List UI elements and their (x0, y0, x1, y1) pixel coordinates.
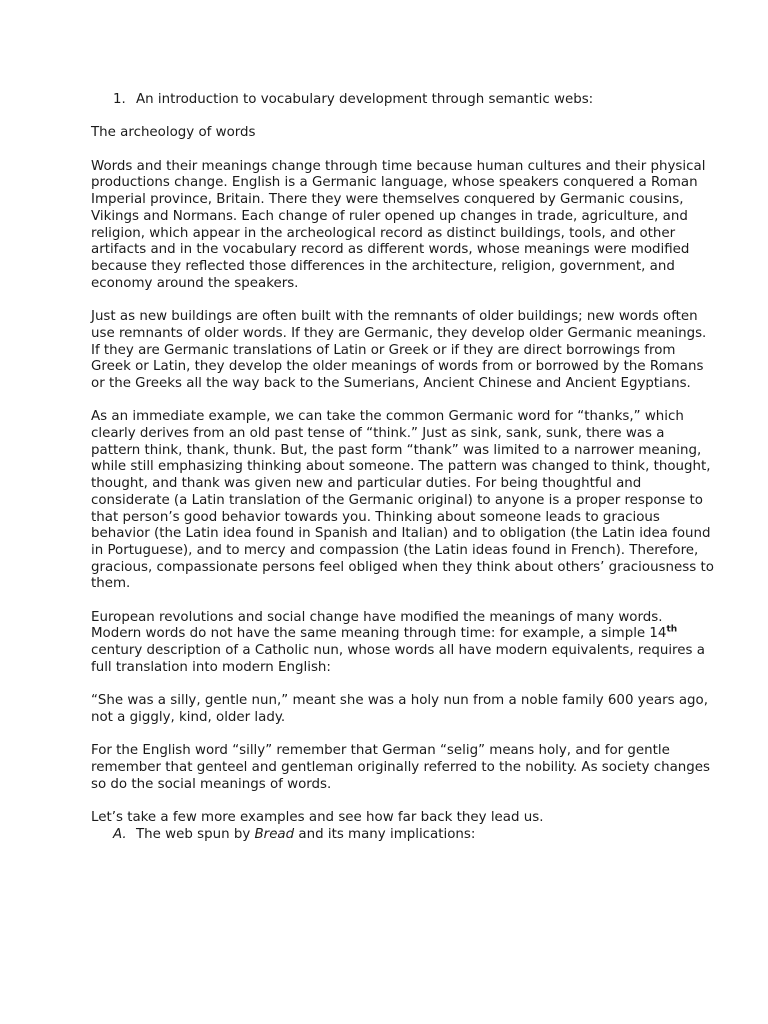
sub-item-text (136, 827, 475, 844)
heading-number: 1. (113, 92, 126, 107)
ordinal-superscript: th (666, 624, 678, 635)
sub-item-emphasis: Bread (254, 826, 295, 842)
numbered-heading (113, 92, 716, 109)
document-body (91, 92, 716, 844)
paragraph-2: Just as new buildings are often built with the remnants of older buildings; new words often use remnants of older words. If they are Germanic, they develop older Germanic meanings. If they are Germanic translations of Latin or Greek or if they are direct borrowings from Greek or Latin, they develop the older meanings of words from or borrowed by the Romans or the Greeks all the way back to the Sumerians, Ancient Chinese and Ancient Egyptians. (91, 309, 707, 391)
sub-item-letter: A. (113, 826, 127, 842)
paragraph-4 (91, 610, 716, 677)
paragraph-3: As an immediate example, we can take the common Germanic word for “thanks,” which clearly derives from an old past tense of “think.” Just as sink, sank, sunk, there was a pattern think, thank, thunk. But, the past form “thank” was limited to a narrower meaning, while still emphasizing thinking about someone. The pattern was changed to think, thought, thought, and thank was given new and particular duties. For being thoughtful and considerate (a Latin translation of the Germanic original) to anyone is a proper response to that person’s good behavior towards you. Thinking about someone leads to gracious behavior (the Latin idea found in Spanish and Italian) and to obligation (the Latin idea found in Portuguese), and to mercy and compassion (the Latin ideas found in French). Therefore, gracious, compassionate persons feel obliged when they think about others’ graciousness to them. (91, 409, 714, 592)
lettered-sub-item (113, 827, 716, 844)
paragraph-6: For the English word “silly” remember that German “selig” means holy, and for gentle remember that genteel and gentleman originally referred to the nobility. As society changes so do the social meanings of words. (91, 743, 710, 792)
paragraph-5: “She was a silly, gentle nun,” meant she was a holy nun from a noble family 600 years ago, not a giggly, kind, older lady. (91, 693, 708, 725)
heading-text: An introduction to vocabulary development through semantic webs: (136, 92, 594, 107)
sub-item-text-before: The web spun by (136, 826, 255, 842)
paragraph-4-part-1: European revolutions and social change have modified the meanings of many words. Modern words do not have the same meaning through time: for example, a simple 14 (91, 609, 667, 642)
paragraph-7: Let’s take a few more examples and see how far back they lead us. (91, 810, 544, 826)
paragraph-4-part-2: century description of a Catholic nun, whose words all have modern equivalents, requires a full translation into modern English: (91, 643, 705, 675)
section-subtitle: The archeology of words (91, 125, 256, 141)
sub-item-text-after: and its many implications: (294, 826, 476, 842)
paragraph-1: Words and their meanings change through time because human cultures and their physical productions change. English is a Germanic language, whose speakers conquered a Roman Imperial province, Britain. There they were themselves conquered by Germanic cousins, Vikings and Normans. Each change of ruler opened up changes in trade, agriculture, and religion, which appear in the archeological record as distinct buildings, tools, and other artifacts and in the vocabulary record as different words, whose meanings were modified because they reflected those differences in the architecture, religion, government, and economy around the speakers. (91, 158, 706, 291)
